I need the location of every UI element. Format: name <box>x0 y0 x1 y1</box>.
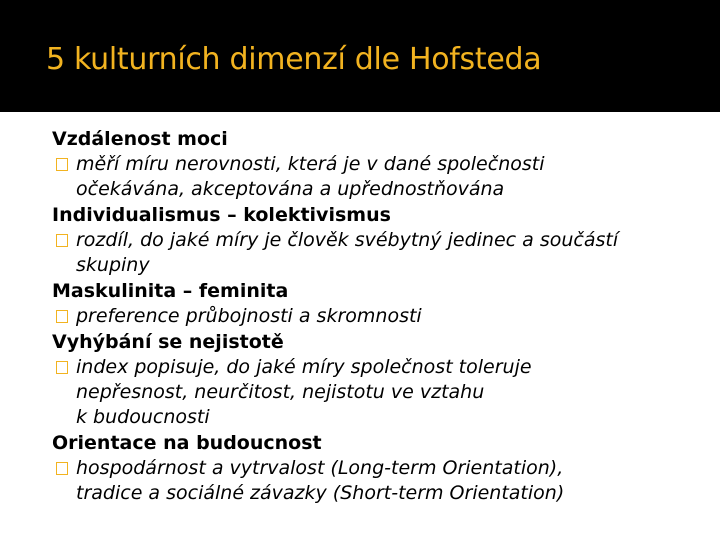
square-bullet-icon <box>56 234 68 247</box>
description-line: preference průbojnosti a skromnosti <box>76 305 422 327</box>
description-line: měří míru nerovnosti, která je v dané společnosti <box>76 153 545 175</box>
description-line: index popisuje, do jaké míry společnost toleruje <box>76 356 532 378</box>
dimension-description <box>52 152 702 202</box>
title-bar <box>0 0 720 112</box>
dimension-item-power-distance <box>52 126 702 202</box>
description-line: očekávána, akceptována a upřednostňována <box>76 178 505 200</box>
description-line: k budoucnosti <box>76 406 210 428</box>
dimension-description <box>52 355 702 430</box>
dimension-list <box>52 126 702 506</box>
dimension-description <box>52 304 702 329</box>
dimension-description <box>52 456 702 506</box>
dimension-heading: Orientace na budoucnost <box>52 432 322 454</box>
dimension-item-uncertainty-avoidance <box>52 329 702 430</box>
dimension-item-masculinity <box>52 278 702 329</box>
square-bullet-icon <box>56 361 68 374</box>
description-line: rozdíl, do jaké míry je člověk svébytný jedinec a součástí <box>76 229 619 251</box>
dimension-heading: Vzdálenost moci <box>52 128 228 150</box>
description-line: nepřesnost, neurčitost, nejistotu ve vztahu <box>76 381 485 403</box>
square-bullet-icon <box>56 310 68 323</box>
square-bullet-icon <box>56 462 68 475</box>
dimension-heading: Individualismus – kolektivismus <box>52 204 391 226</box>
description-line: tradice a sociálné závazky (Short-term Orientation) <box>76 482 565 504</box>
square-bullet-icon <box>56 158 68 171</box>
dimension-description <box>52 228 702 278</box>
dimension-item-long-term-orientation <box>52 430 702 506</box>
dimension-heading: Maskulinita – feminita <box>52 280 289 302</box>
dimension-heading: Vyhýbání se nejistotě <box>52 331 284 353</box>
description-line: hospodárnost a vytrvalost (Long-term Orientation), <box>76 457 564 479</box>
slide-content <box>0 112 720 540</box>
dimension-item-individualism <box>52 202 702 278</box>
slide-title: 5 kulturních dimenzí dle Hofsteda <box>46 42 542 77</box>
description-line: skupiny <box>76 254 150 276</box>
